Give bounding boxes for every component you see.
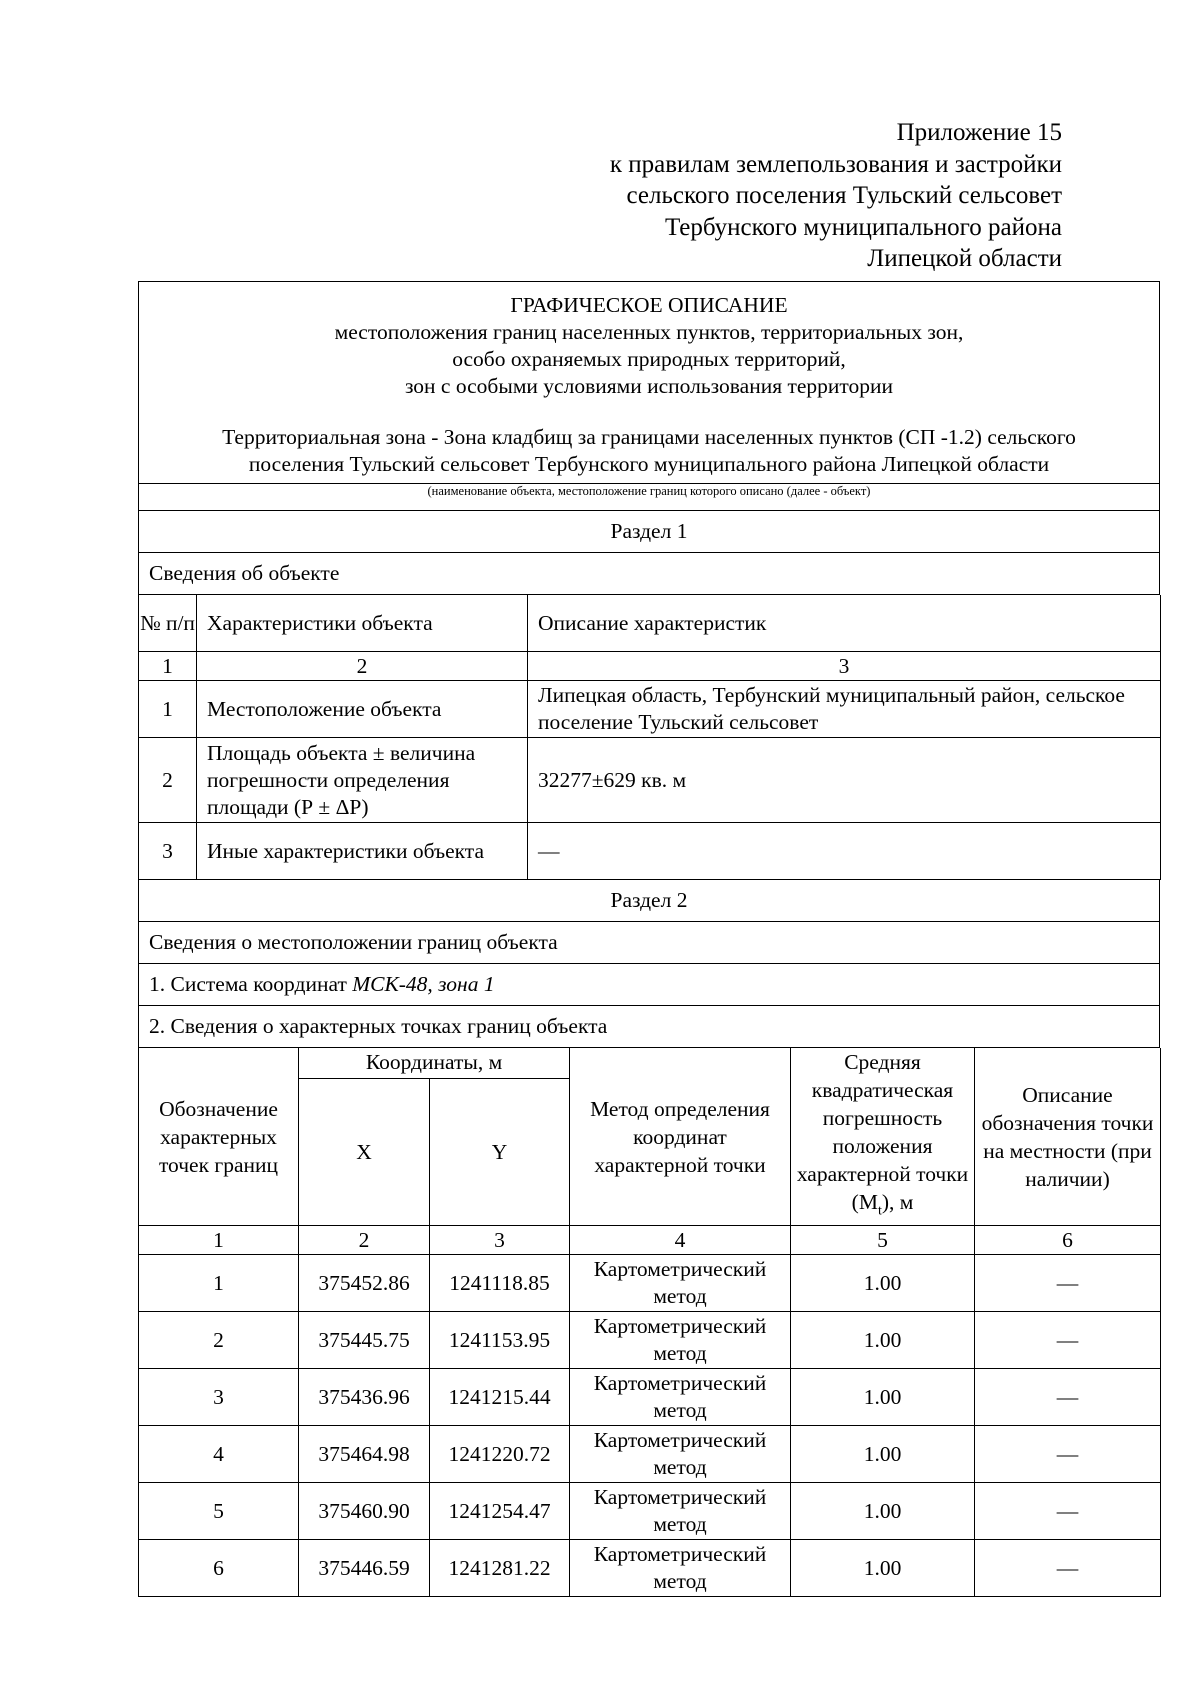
header-cell [139, 282, 1160, 484]
table-row [139, 1369, 1161, 1426]
point-method: Картометрический метод [570, 1312, 791, 1369]
col-header-error [791, 1048, 975, 1226]
section1-numbers-row [139, 652, 1161, 681]
point-error: 1.00 [791, 1540, 975, 1597]
point-description: — [975, 1540, 1161, 1597]
section2-heading: Сведения о местоположении границ объекта [139, 922, 1160, 964]
appendix-line: сельского поселения Тульский сельсовет [626, 182, 1062, 209]
col-header-description: Описание характеристик [528, 595, 1161, 652]
col-header-point: Обозначение характерных точек границ [139, 1048, 299, 1226]
appendix-line: Тербунского муниципального района [664, 213, 1062, 241]
points-heading-row [139, 1006, 1160, 1048]
section1-heading-row [139, 553, 1160, 595]
row-num: 1 [139, 681, 197, 738]
table-row [139, 1483, 1161, 1540]
point-method: Картометрический метод [570, 1369, 791, 1426]
point-y: 1241118.85 [430, 1255, 570, 1312]
coord-system [139, 964, 1160, 1006]
table-row [139, 1312, 1161, 1369]
row-num: 2 [139, 738, 197, 823]
point-error: 1.00 [791, 1312, 975, 1369]
point-x: 375464.98 [299, 1426, 430, 1483]
section1-header-row [139, 595, 1161, 652]
header-table [138, 281, 1160, 595]
table-row [139, 823, 1161, 880]
col-number: 4 [570, 1226, 791, 1255]
point-y: 1241254.47 [430, 1483, 570, 1540]
col-number: 6 [975, 1226, 1161, 1255]
row-characteristic: Местоположение объекта [197, 681, 528, 738]
header-row [139, 282, 1160, 484]
section1-title-row [139, 511, 1160, 553]
col-number: 5 [791, 1226, 975, 1255]
object-note: (наименование объекта, местоположение границ которого описано (далее - объект) [139, 484, 1160, 511]
col-number: 3 [528, 652, 1161, 681]
point-id: 1 [139, 1255, 299, 1312]
point-id: 4 [139, 1426, 299, 1483]
appendix-line: к правилам землепользования и застройки [609, 150, 1062, 178]
document-frame [138, 281, 1160, 1597]
appendix-line: Липецкой области [867, 245, 1062, 272]
col-header-num: № п/п [139, 595, 197, 652]
col-header-y: Y [430, 1078, 570, 1225]
points-header-row [139, 1048, 1161, 1078]
col-number: 3 [430, 1226, 570, 1255]
point-y: 1241153.95 [430, 1312, 570, 1369]
row-num: 3 [139, 823, 197, 880]
section2-header-table [138, 880, 1160, 1048]
point-description: — [975, 1426, 1161, 1483]
point-id: 5 [139, 1483, 299, 1540]
point-id: 2 [139, 1312, 299, 1369]
point-x: 375452.86 [299, 1255, 430, 1312]
col-header-error-unit: ), м [881, 1190, 914, 1214]
col-header-error-sub: t [877, 1203, 882, 1219]
col-header-error-text: Средняя квадратическая погрешность положения характерной точки (M [796, 1050, 969, 1214]
point-error: 1.00 [791, 1483, 975, 1540]
points-heading: 2. Сведения о характерных точках границ объекта [139, 1006, 1160, 1048]
point-error: 1.00 [791, 1369, 975, 1426]
document-subtitle-line: зон с особыми условиями использования территории [404, 373, 894, 398]
point-x: 375436.96 [299, 1369, 430, 1426]
col-header-method: Метод определения координат характерной точки [570, 1048, 791, 1226]
table-row [139, 681, 1161, 738]
point-error: 1.00 [791, 1255, 975, 1312]
row-characteristic: Площадь объекта ± величина погрешности определения площади (Р ± ΔР) [197, 738, 528, 823]
object-name-line: поселения Тульский сельсовет Тербунского муниципального района Липецкой области [248, 451, 1050, 476]
points-numbers-row [139, 1226, 1161, 1255]
col-header-description: Описание обозначения точки на местности (при наличии) [975, 1048, 1161, 1226]
coord-system-row [139, 964, 1160, 1006]
point-x: 375446.59 [299, 1540, 430, 1597]
point-y: 1241215.44 [430, 1369, 570, 1426]
col-header-characteristic: Характеристики объекта [197, 595, 528, 652]
point-error: 1.00 [791, 1426, 975, 1483]
row-description: 32277±629 кв. м [528, 738, 1161, 823]
table-row [139, 1540, 1161, 1597]
point-description: — [975, 1483, 1161, 1540]
point-description: — [975, 1369, 1161, 1426]
section2-heading-row [139, 922, 1160, 964]
point-x: 375460.90 [299, 1483, 430, 1540]
section1-title: Раздел 1 [139, 511, 1160, 553]
row-description: Липецкая область, Тербунский муниципальный район, сельское поселение Тульский сельсовет [528, 681, 1161, 738]
object-name-line: Территориальная зона - Зона кладбищ за границами населенных пунктов (СП -1.2) сельского [222, 424, 1076, 449]
coord-system-value: МСК-48, зона 1 [352, 972, 495, 996]
point-x: 375445.75 [299, 1312, 430, 1369]
point-description: — [975, 1312, 1161, 1369]
table-row [139, 1255, 1161, 1312]
table-row [139, 1426, 1161, 1483]
coord-system-label: 1. Система координат [149, 972, 353, 996]
appendix-line: Приложение 15 [896, 119, 1062, 146]
point-y: 1241281.22 [430, 1540, 570, 1597]
point-method: Картометрический метод [570, 1426, 791, 1483]
appendix-header [362, 117, 1062, 275]
col-header-coords: Координаты, м [299, 1048, 570, 1078]
note-row [139, 484, 1160, 511]
document-subtitle-line: местоположения границ населенных пунктов, территориальных зон, [334, 319, 964, 344]
section2-title-row [139, 880, 1160, 922]
table-row [139, 738, 1161, 823]
col-number: 2 [197, 652, 528, 681]
point-id: 6 [139, 1540, 299, 1597]
col-number: 1 [139, 652, 197, 681]
section1-table [138, 595, 1161, 880]
row-characteristic: Иные характеристики объекта [197, 823, 528, 880]
points-table [138, 1048, 1161, 1597]
point-method: Картометрический метод [570, 1540, 791, 1597]
point-y: 1241220.72 [430, 1426, 570, 1483]
col-number: 1 [139, 1226, 299, 1255]
point-method: Картометрический метод [570, 1255, 791, 1312]
point-description: — [975, 1255, 1161, 1312]
row-description: — [528, 823, 1161, 880]
col-header-x: X [299, 1078, 430, 1225]
point-id: 3 [139, 1369, 299, 1426]
section1-heading: Сведения об объекте [139, 553, 1160, 595]
section2-title: Раздел 2 [139, 880, 1160, 922]
document-title: ГРАФИЧЕСКОЕ ОПИСАНИЕ [510, 292, 788, 317]
point-method: Картометрический метод [570, 1483, 791, 1540]
document-subtitle-line: особо охраняемых природных территорий, [452, 346, 846, 371]
col-number: 2 [299, 1226, 430, 1255]
